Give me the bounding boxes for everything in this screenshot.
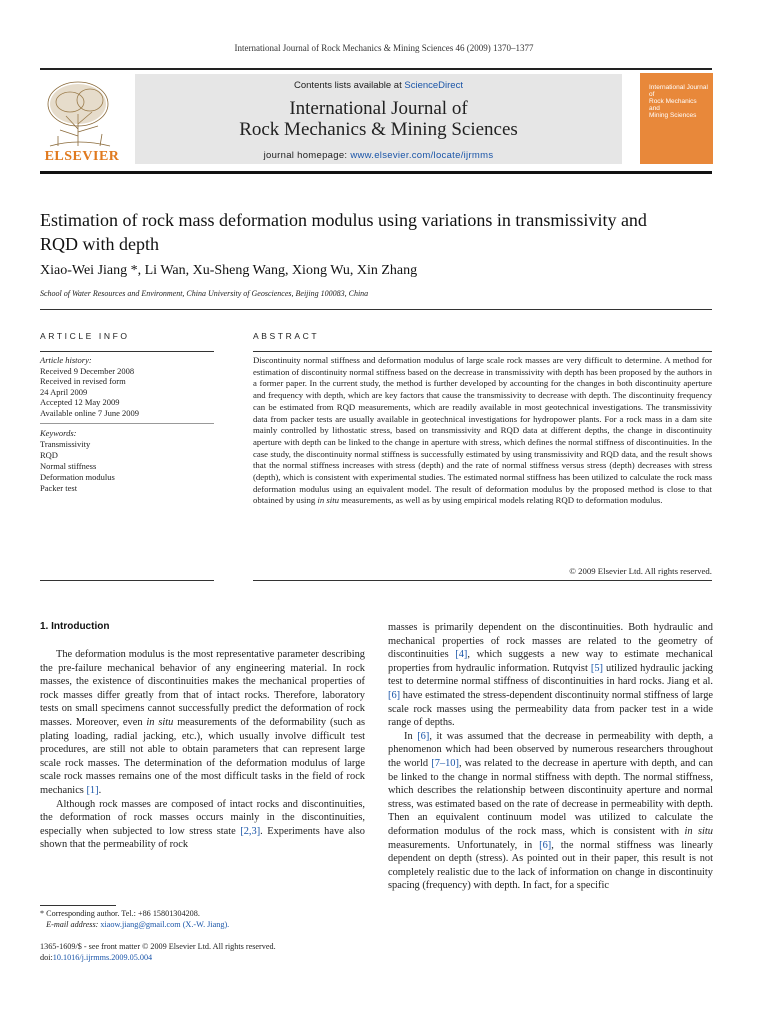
text: , the normal stiffness was linearly dependent on depth (stress). As pointed out in their paper, this result is not completely realistic due to the lack of information on change in discontinuity spacing (frequency) with depth. In fact, for a specific — [388, 839, 713, 892]
history-item: Accepted 12 May 2009 — [40, 397, 120, 407]
citation-link[interactable]: [6] — [539, 839, 552, 851]
body-column-left — [40, 648, 365, 852]
text: . — [98, 784, 102, 796]
cover-line: and — [649, 105, 660, 112]
cover-line: International Journal of — [649, 84, 708, 98]
keyword: Deformation modulus — [40, 472, 115, 482]
paragraph — [40, 648, 365, 798]
paragraph — [40, 798, 365, 852]
email-label: E-mail address: — [46, 920, 101, 929]
footnote-rule — [40, 905, 116, 906]
citation-link[interactable]: [7–10] — [431, 757, 459, 769]
text: In — [404, 730, 418, 742]
keyword: Transmissivity — [40, 439, 91, 449]
abstract-emphasis: in situ — [317, 495, 340, 506]
journal-title-line2: Rock Mechanics & Mining Sciences — [239, 119, 518, 140]
journal-title-line1: International Journal of — [289, 98, 468, 119]
corresponding-author: * Corresponding author. Tel.: +86 15801304208. — [40, 909, 200, 918]
paragraph — [388, 730, 713, 893]
doi-link[interactable]: 10.1016/j.ijrmms.2009.05.004 — [52, 953, 153, 962]
affiliation: School of Water Resources and Environment, China University of Geosciences, Beijing 100083, China — [40, 289, 369, 298]
paragraph — [388, 621, 713, 730]
banner-bottom-rule — [40, 171, 712, 174]
divider — [40, 351, 214, 352]
cover-text — [649, 84, 709, 119]
section-heading-introduction: 1. Introduction — [40, 621, 110, 632]
contents-line — [135, 80, 622, 91]
article-title: Estimation of rock mass deformation modulus using variations in transmissivity and RQD with depth — [40, 210, 647, 254]
text: , which suggests a new way to estimate mechanical properties from hydraulic information. Rutqvist — [388, 649, 713, 674]
text: , was related to the decrease in aperture with depth, and can be linked to the change in normal stiffness with depth. The normal stiffness, which describes the relationship between discontinuity aperture and normal stress, was estimated based on the rate of decrease in permeability with depth. Then an equivalent continuum model was utilized to calculate the deformation modulus of the rock mass, which is consistent with — [388, 757, 713, 837]
banner-top-rule — [40, 68, 712, 70]
keyword: RQD — [40, 450, 58, 460]
citation-link[interactable]: [2,3] — [240, 825, 261, 837]
article-history — [40, 355, 220, 418]
footnote — [40, 908, 370, 930]
history-label: Article history: — [40, 355, 92, 365]
keywords-label: Keywords: — [40, 428, 77, 438]
homepage-prefix: journal homepage: — [263, 150, 351, 161]
journal-homepage — [135, 150, 622, 161]
emphasis: in situ — [146, 716, 174, 728]
text: masses is primarily dependent on the discontinuities. Both hydraulic and mechanical properties of rock masses are related to the geometry of discontinuities — [388, 622, 713, 661]
divider — [253, 580, 712, 581]
body-column-right — [388, 621, 713, 893]
history-item: Received 9 December 2008 — [40, 365, 135, 376]
issn-line: 1365-1609/$ - see front matter © 2009 Elsevier Ltd. All rights reserved. — [40, 942, 276, 951]
keyword: Packer test — [40, 483, 78, 493]
keyword: Normal stiffness — [40, 461, 97, 471]
text: . Experiments have also shown that the permeability of rock — [40, 825, 365, 851]
text: measurements of the deformability (such as plating loading, radial jacking, etc.), which usually involve difficult test procedures, are still not able to obtain parameters that can represent large scale rock masses. The determination of the deformation modulus of large scale rock masses remains one of the most difficult tasks in the field of rock mechanics — [40, 716, 365, 796]
front-matter — [40, 941, 370, 963]
abstract-body — [253, 355, 712, 507]
abstract-text: measurements, as well as by using empirical models relating RQD to deformation modulus. — [339, 495, 663, 506]
text: utilized hydraulic jacking test to determine normal stiffness of discontinuities in hard rocks. Jiang et al. — [388, 662, 713, 688]
citation-link[interactable]: [5] — [590, 662, 603, 674]
publisher-name: ELSEVIER — [44, 149, 120, 164]
divider — [40, 423, 214, 424]
emphasis: in situ — [684, 825, 713, 837]
author-list: Xiao-Wei Jiang *, Li Wan, Xu-Sheng Wang, Xiong Wu, Xin Zhang — [40, 263, 418, 278]
cover-line: Mining Sciences — [649, 112, 697, 119]
homepage-link[interactable]: www.elsevier.com/locate/ijrmms — [350, 150, 494, 161]
citation-link[interactable]: [6] — [388, 689, 401, 701]
abstract-heading: ABSTRACT — [253, 331, 320, 341]
email-link[interactable]: xiaow.jiang@gmail.com (X.-W. Jiang). — [100, 920, 230, 929]
text: Although rock masses are composed of intact rocks and discontinuities, the deformation of rock masses occurs mainly in the discontinuities, especially when subjected to low stress state — [40, 798, 365, 837]
text: measurements. Unfortunately, in — [388, 839, 540, 851]
doi-line — [40, 952, 370, 963]
sciencedirect-link[interactable]: ScienceDirect — [404, 80, 463, 91]
cover-line: Rock Mechanics — [649, 98, 697, 105]
article-info-heading: ARTICLE INFO — [40, 331, 130, 341]
history-item: 24 April 2009 — [40, 386, 88, 397]
divider — [40, 309, 712, 310]
keywords — [40, 428, 220, 494]
abstract-text: Discontinuity normal stiffness and deformation modulus of large scale rock masses are very difficult to determine. A method for estimation of discontinuity normal stiffness based on the decrease in transmissivity with depth has been proposed by the authors in a former paper. In the current study, the method is further developed by accounting for the changes in both discontinuity aperture and frequency with depth, which are key factors that cause the transmissivity to decrease with depth. The discontinuity frequency can be estimated from RQD measurements, which are readily available in most geotechnical investigations. The transmissivity data from packer tests are usually available in geotechnical investigations for hydropower plants. For a rock mass in a dam site mainly controlled by lithostatic stress, based on transmissivity and RQD data at different depths, the change in discontinuity aperture with depth can be linked to the change in aperture with stress, which defines the normal stiffness of discontinuities. In the case study, the discontinuity normal stiffness is successfully estimated by using transmissivity and RQD data, and the result shows that the normal stiffness increases with stress (depth) and the rate of normal stiffness versus stress (depth) decreases with stress (depth), which is consistent with experimental studies. The estimated normal stiffness has been utilized to calculate the rock mass deformation modulus using an equivalent model. The result of deformation modulus by the proposed method is close to that obtained by using — [253, 355, 712, 506]
divider — [253, 351, 712, 352]
copyright: © 2009 Elsevier Ltd. All rights reserved. — [569, 566, 712, 576]
contents-prefix: Contents lists available at — [294, 80, 405, 91]
history-item: Available online 7 June 2009 — [40, 407, 139, 418]
running-head: International Journal of Rock Mechanics & Mining Sciences 46 (2009) 1370–1377 — [234, 43, 534, 53]
history-item: Received in revised form — [40, 376, 126, 386]
citation-link[interactable]: [6] — [417, 730, 430, 742]
text: The deformation modulus is the most representative parameter describing the pre-failure mechanical behavior of any engineering material. In rock masses, the existence of discontinuities makes the mechanical properties of rock masses differ greatly from that of intact rocks. Therefore, laboratory tests on small specimens cannot successfully predict the deformation of rock masses. Moreover, even — [40, 649, 365, 728]
email-line — [40, 919, 370, 930]
doi-prefix: doi: — [40, 953, 53, 962]
divider — [40, 580, 214, 581]
citation-link[interactable]: [1] — [86, 784, 99, 796]
text: have estimated the stress-dependent discontinuity normal stiffness of large scale rock masses using the permeability data from packer test in a wide range of depths. — [388, 689, 713, 729]
citation-link[interactable]: [4] — [455, 649, 468, 661]
text: , it was assumed that the decrease in permeability with depth, a phenomenon which had been observed by numerous researchers throughout the world — [388, 730, 713, 769]
